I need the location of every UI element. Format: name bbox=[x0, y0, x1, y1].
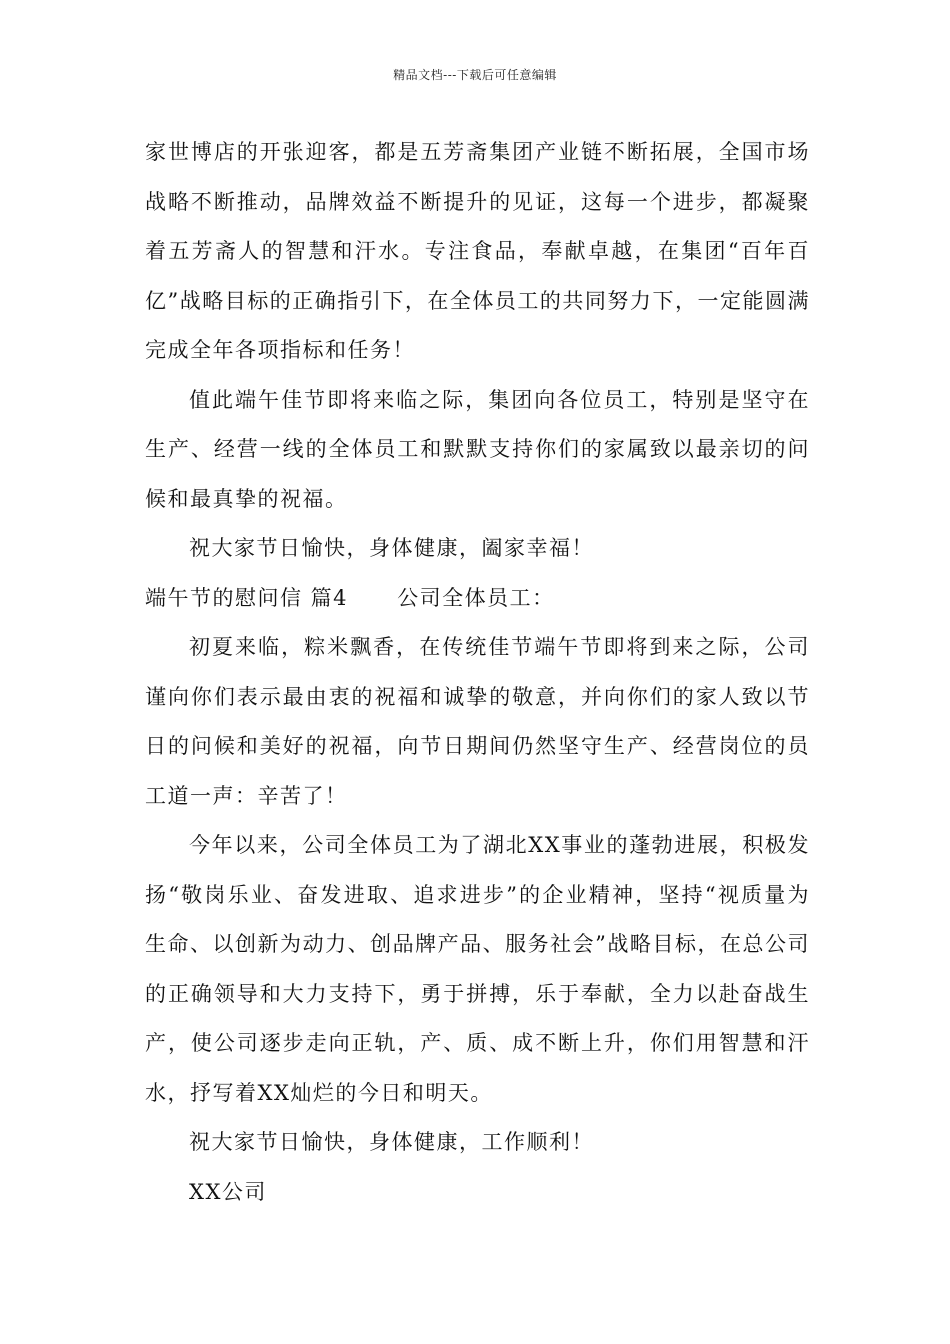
section-heading: 端午节的慰问信 篇4 公司全体员工： bbox=[145, 585, 555, 610]
page-header: 精品文档---下载后可任意编辑 bbox=[393, 68, 557, 82]
paragraph: 祝大家节日愉快，身体健康，阖家幸福！ bbox=[189, 536, 594, 560]
paragraph: 家世博店的开张迎客，都是五芳斋集团产业链不断拓展，全国市场战略不断推动，品牌效益不断提升的见证，这每一个进步，都凝聚着五芳斋人的智慧和汗水。专注食品，奉献卓越，在集团“百年百亿”战略目标的正确指引下，在全体员工的共同努力下，一定能圆满完成全年各项指标和任务！ bbox=[145, 140, 810, 362]
paragraph: 初夏来临，粽米飘香，在传统佳节端午节即将到来之际，公司谨向你们表示最由衷的祝福和诚挚的敬意，并向你们的家人致以节日的问候和美好的祝福，向节日期间仍然坚守生产、经营岗位的员工道一声：辛苦了！ bbox=[145, 635, 810, 808]
paragraph: 祝大家节日愉快，身体健康，工作顺利！ bbox=[189, 1130, 594, 1154]
paragraph: 值此端午佳节即将来临之际，集团向各位员工，特别是坚守在生产、经营一线的全体员工和默默支持你们的家属致以最亲切的问候和最真挚的祝福。 bbox=[145, 387, 810, 511]
signature: XX公司 bbox=[189, 1179, 267, 1204]
paragraph: 今年以来，公司全体员工为了湖北XX事业的蓬勃进展，积极发扬“敬岗乐业、奋发进取、追求进步”的企业精神，坚持“视质量为生命、以创新为动力、创品牌产品、服务社会”战略目标，在总公司的正确领导和大力支持下，勇于拼搏，乐于奉献，全力以赴奋战生产，使公司逐步走向正轨，产、质、成不断上升，你们用智慧和汗水，抒写着XX灿烂的今日和明天。 bbox=[145, 833, 810, 1105]
document-body bbox=[145, 128, 810, 1217]
